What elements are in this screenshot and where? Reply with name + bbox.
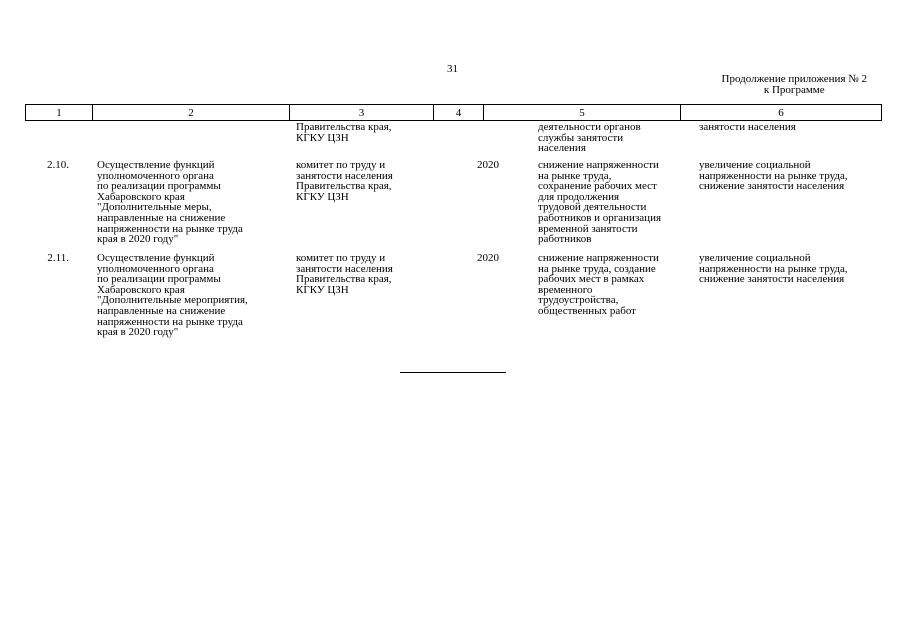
column-number-header [25,104,882,121]
column-number-4: 4 [434,105,484,121]
column-number-1: 1 [26,105,93,121]
page-number: 31 [447,63,458,75]
row-number: 2.11. [47,252,69,264]
column-number-6: 6 [681,105,882,121]
row-year: 2020 [477,252,499,264]
appendix-heading [722,74,867,96]
column-number-3: 3 [290,105,434,121]
appendix-heading-line1: Продолжение приложения № 2 [721,73,867,85]
row-indicator: увеличение социальной напряженности на рынке труда, снижение занятости населения [699,159,848,193]
column-number-2: 2 [93,105,290,121]
footer-rule [400,372,506,373]
row-executor: комитет по труду и занятости населения Правительства края, КГКУ ЦЗН [296,159,393,203]
row-measure: Осуществление функций уполномоченного органа по реализации программы Хабаровского края "Дополнительные мероприятия, направленные на снижение напряженности на рынке труда края в 2020 году" [97,252,248,339]
row-measure: Осуществление функций уполномоченного органа по реализации программы Хабаровского края "Дополнительные меры, направленные на снижение напряженности на рынке труда края в 2020 году" [97,159,243,246]
row-executor: комитет по труду и занятости населения Правительства края, КГКУ ЦЗН [296,252,393,296]
row-year: 2020 [477,159,499,171]
continuation-indicator: занятости населения [699,121,796,133]
row-result: снижение напряженности на рынке труда, сохранение рабочих мест для продолжения трудовой деятельности работников и организация временной занятости работников [538,159,662,246]
column-number-5: 5 [484,105,681,121]
row-result: снижение напряженности на рынке труда, создание рабочих мест в рамках временного трудоустройства, общественных работ [538,252,659,317]
row-indicator: увеличение социальной напряженности на рынке труда, снижение занятости населения [699,252,848,286]
column-number-row [26,105,882,121]
continuation-executor: Правительства края, КГКУ ЦЗН [296,121,392,144]
continuation-result: деятельности органов службы занятости населения [538,121,641,155]
row-number: 2.10. [47,159,69,171]
appendix-heading-line2: к Программе [763,84,825,96]
